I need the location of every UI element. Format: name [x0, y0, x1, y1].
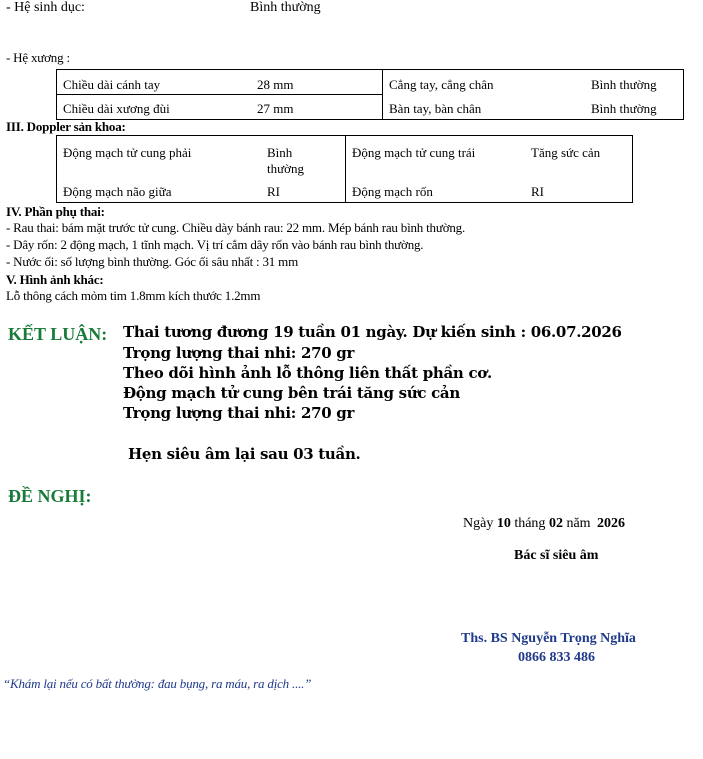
hinh-anh-khac-heading: V. Hình ảnh khác:	[6, 272, 104, 287]
conclusion-line-4: Động mạch tử cung bên trái tăng sức cản	[123, 384, 460, 402]
forearm-leg-value: Bình thường	[591, 77, 657, 92]
date-month: 02	[548, 516, 563, 531]
middle-cerebral-artery-label: Động mạch não giữa	[63, 184, 172, 199]
hand-foot-label: Bàn tay, bàn chân	[389, 100, 482, 116]
hand-foot-value: Bình thường	[591, 100, 657, 116]
signature-date	[463, 516, 625, 532]
doppler-heading: III. Doppler sản khoa:	[6, 119, 126, 134]
de-nghi-heading: ĐỀ NGHỊ:	[8, 486, 92, 506]
date-month-label: tháng	[514, 516, 546, 531]
left-uterine-artery-label: Động mạch tử cung trái	[352, 145, 476, 160]
skeleton-row-1-left	[57, 70, 383, 95]
conclusion-line-2: Trọng lượng thai nhi: 270 gr	[123, 344, 355, 362]
femur-length-label: Chiều dài xương đùi	[63, 101, 170, 116]
arm-length-value: 28 mm	[257, 77, 294, 92]
conclusion-line-5: Trọng lượng thai nhi: 270 gr	[123, 404, 355, 422]
doppler-row-1-right	[346, 136, 633, 181]
umbilical-artery-value: RI	[531, 184, 544, 199]
right-uterine-artery-value-line1: Bình	[267, 145, 293, 160]
skeleton-row-1-right	[383, 70, 684, 95]
conclusion-line-3: Theo dõi hình ảnh lỗ thông liên thất phần cơ.	[123, 364, 492, 382]
arm-length-label: Chiều dài cánh tay	[63, 77, 161, 92]
doppler-table	[56, 135, 633, 203]
skeleton-row-2-left	[57, 95, 383, 120]
doctor-name: Ths. BS Nguyễn Trọng Nghĩa	[461, 631, 636, 646]
placenta-line: - Rau thai: bám mặt trước tử cung. Chiều dày bánh rau: 22 mm. Mép bánh rau bình thường.	[6, 220, 466, 235]
femur-length-value: 27 mm	[257, 101, 294, 116]
skeleton-table	[56, 69, 684, 120]
umbilical-cord-line: - Dây rốn: 2 động mạch, 1 tĩnh mạch. Vị trí cắm dây rốn vào bánh rau bình thường.	[6, 237, 424, 252]
date-year-label: năm	[566, 516, 591, 531]
conclusion-line-1: Thai tương đương 19 tuần 01 ngày. Dự kiến sinh : 06.07.2026	[123, 323, 622, 341]
doppler-row-2-left	[57, 180, 346, 203]
footer-note: “Khám lại nếu có bất thường: đau bụng, ra máu, ra dịch ....”	[3, 676, 312, 691]
ket-luan-heading: KẾT LUẬN:	[8, 324, 108, 344]
he-xuong-label: - Hệ xương :	[6, 50, 70, 65]
he-sinh-duc-value: Bình thường	[250, 0, 321, 15]
doppler-row-1-left	[57, 136, 346, 181]
follow-up-line: Hẹn siêu âm lại sau 03 tuần.	[128, 445, 361, 463]
he-sinh-duc-label: - Hệ sinh dục:	[6, 0, 85, 15]
middle-cerebral-artery-value: RI	[267, 184, 280, 199]
date-year: 2026	[597, 516, 626, 531]
forearm-leg-label: Cẳng tay, cẳng chân	[389, 77, 494, 92]
amniotic-fluid-line: - Nước ối: số lượng bình thường. Góc ối sâu nhất : 31 mm	[6, 254, 298, 269]
hinh-anh-khac-text: Lỗ thông cách mỏm tim 1.8mm kích thước 1.2mm	[6, 288, 261, 303]
date-prefix: Ngày	[463, 516, 494, 531]
doctor-phone: 0866 833 486	[518, 650, 595, 665]
skeleton-row-2-right	[383, 95, 684, 120]
doppler-row-2-right	[346, 180, 633, 203]
date-day: 10	[496, 516, 511, 531]
right-uterine-artery-value-line2: thường	[267, 161, 305, 176]
left-uterine-artery-value: Tăng sức cản	[531, 145, 601, 160]
signature-role: Bác sĩ siêu âm	[514, 548, 599, 563]
umbilical-artery-label: Động mạch rốn	[352, 184, 433, 199]
right-uterine-artery-label: Động mạch tử cung phải	[63, 145, 192, 160]
phan-phu-thai-heading: IV. Phần phụ thai:	[6, 204, 105, 219]
